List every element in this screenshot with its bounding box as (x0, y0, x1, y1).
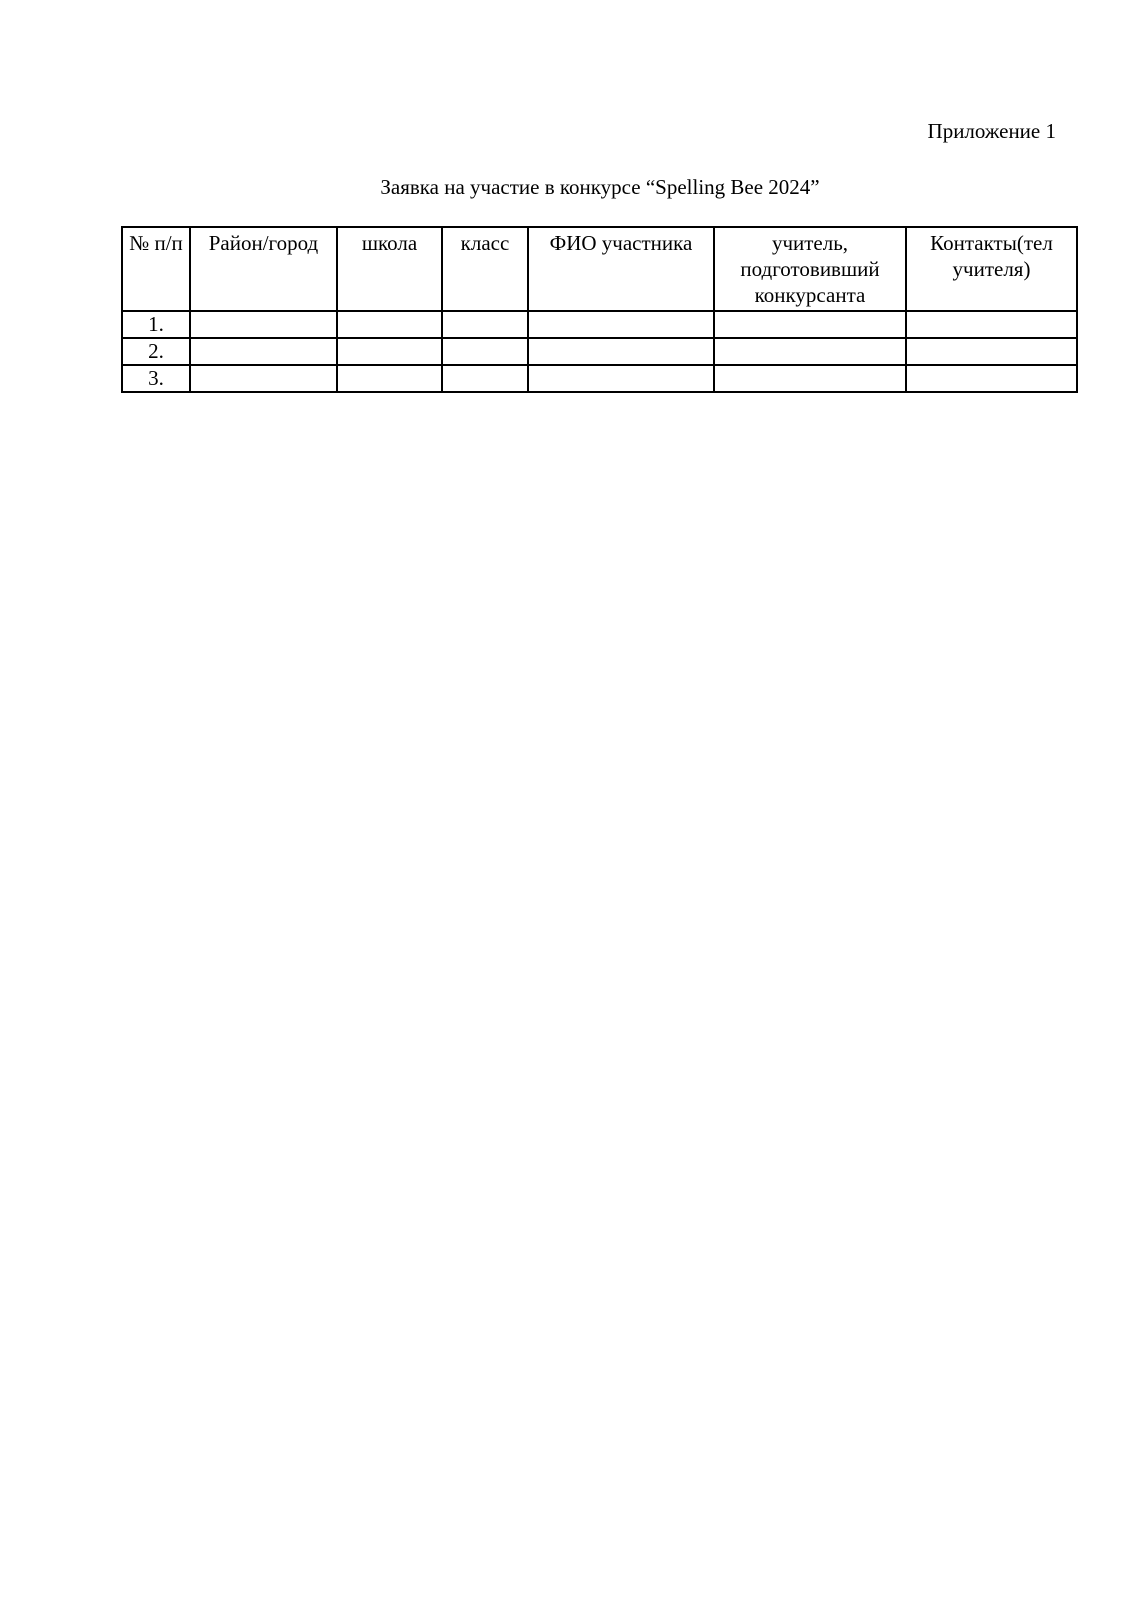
table-cell (337, 311, 442, 338)
table-cell (337, 365, 442, 392)
table-cell (190, 338, 337, 365)
table-cell (714, 338, 906, 365)
row-number: 2. (122, 338, 190, 365)
header-school: школа (337, 227, 442, 311)
header-teacher-contacts: Контакты(тел учителя) (906, 227, 1077, 311)
application-table (121, 226, 1078, 393)
header-teacher: учитель, подготовивший конкурсанта (714, 227, 906, 311)
table-row (122, 311, 1077, 338)
row-number: 1. (122, 311, 190, 338)
header-grade: класс (442, 227, 528, 311)
header-district-city: Район/город (190, 227, 337, 311)
table-cell (442, 311, 528, 338)
table-cell (714, 365, 906, 392)
table-cell (190, 311, 337, 338)
appendix-label: Приложение 1 (927, 119, 1056, 143)
header-number: № п/п (122, 227, 190, 311)
table-header-row (122, 227, 1077, 311)
header-participant-name: ФИО участника (528, 227, 714, 311)
table-cell (906, 365, 1077, 392)
table-cell (528, 338, 714, 365)
table-cell (906, 311, 1077, 338)
table-cell (528, 365, 714, 392)
table-cell (442, 338, 528, 365)
row-number: 3. (122, 365, 190, 392)
table-row (122, 338, 1077, 365)
table-cell (442, 365, 528, 392)
table-cell (190, 365, 337, 392)
table-cell (337, 338, 442, 365)
table-row (122, 365, 1077, 392)
table-cell (528, 311, 714, 338)
document-title: Заявка на участие в конкурсе “Spelling Bee 2024” (380, 175, 820, 199)
table-cell (906, 338, 1077, 365)
table-cell (714, 311, 906, 338)
